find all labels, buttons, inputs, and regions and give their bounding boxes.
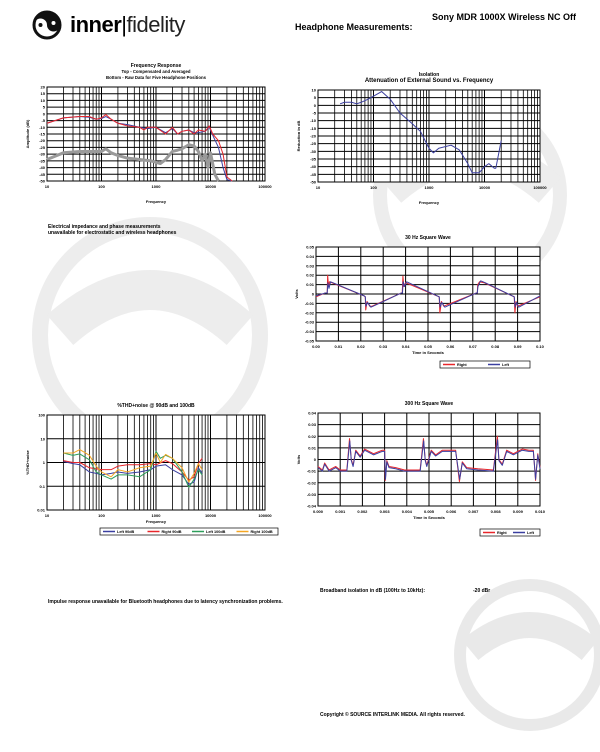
x-tick-label: 0.00 [312,344,320,349]
chart-title: Bottom - Raw Data for Five Headphone Positions [105,75,207,80]
y-axis-label: %THD+noise [25,450,30,475]
x-tick-label: 0.09 [513,344,522,349]
chart-sq300 [296,401,546,536]
y-tick-label: 0.02 [308,433,316,439]
x-tick-label: 0.04 [401,344,410,349]
x-tick-label: 100000 [258,513,272,518]
chart-legend [440,361,530,368]
y-tick-label: 0.01 [37,507,45,513]
headphone-model: Sony MDR 1000X Wireless NC Off [432,12,576,22]
x-tick-label: 0.007 [468,509,479,514]
y-tick-label: -0.05 [304,338,314,344]
x-tick-label: 0.06 [446,344,455,349]
y-tick-label: -30 [310,148,316,154]
y-tick-label: 100 [38,412,45,418]
x-tick-label: 0.05 [424,344,432,349]
y-tick-label: -25 [39,144,45,150]
x-tick-label: 10000 [204,184,217,189]
x-tick-label: 0.005 [423,509,435,514]
y-tick-label: -5 [41,118,45,124]
y-tick-label: -35 [310,156,316,162]
x-tick-label: 1000 [151,513,161,518]
y-tick-label: -0.03 [306,491,316,497]
x-axis-label: Time in Seconds [413,515,445,520]
y-tick-label: -40 [310,164,316,170]
x-tick-label: 0.000 [312,509,324,514]
chart-legend [480,529,540,536]
y-tick-label: -0.02 [306,480,316,486]
x-tick-label: 0.001 [335,509,346,514]
y-tick-label: -50 [310,179,316,185]
impedance-note-line: Electrical impedance and phase measurements [48,224,161,230]
brand-thin: fidelity [126,12,185,37]
y-tick-label: 1 [42,460,45,465]
x-tick-label: 1000 [424,185,434,190]
y-tick-label: 0.04 [308,410,316,416]
x-tick-label: 10 [44,513,50,518]
x-tick-label: 100 [370,185,377,190]
y-tick-label: -15 [39,131,45,137]
y-tick-label: 0.02 [306,272,314,278]
chart-iso [296,72,547,205]
chart-fr [25,63,272,204]
y-tick-label: 0.05 [306,244,314,250]
x-axis-label: Frequency [145,199,167,204]
y-tick-label: 5 [313,95,316,101]
y-tick-label: -10 [39,124,45,130]
y-axis-label: Amplitude (dB) [25,119,30,149]
y-tick-label: -0.01 [306,468,316,474]
y-tick-label: 0.01 [308,445,316,451]
y-tick-label: 5 [42,104,45,110]
x-tick-label: 10000 [478,185,491,190]
y-tick-label: -0.04 [304,329,314,335]
chart-title: %THD+noise @ 90dB and 100dB [117,403,195,409]
x-tick-label: 0.003 [379,509,390,514]
x-tick-label: 0.010 [534,509,546,514]
legend-label: Right [457,363,467,367]
y-tick-label: -10 [310,118,316,124]
chart-title: Isolation [418,72,440,78]
chart-title: Frequency Response [130,63,182,69]
x-tick-label: 0.004 [401,509,412,514]
isolation-value: -20 dBr [473,588,491,594]
chart-thd [25,403,278,535]
y-tick-label: 10 [40,97,45,103]
chart-title: 30 Hz Square Wave [405,235,451,241]
impulse-note: Impulse response unavailable for Bluetooth headphones due to latency synchronization problems. [48,599,283,605]
chart-title: 300 Hz Square Wave [404,401,454,407]
y-tick-label: -50 [39,178,45,184]
isolation-label: Broadband isolation in dB (100Hz to 10kHz): [320,588,426,594]
y-tick-label: 10 [311,87,316,93]
chart-title: Top - Compensated and Averaged [121,69,191,74]
x-tick-label: 100000 [258,184,272,189]
legend-label: Left 90dB [117,530,135,534]
y-axis-label: Reduction in dB [296,120,301,152]
x-tick-label: 10 [44,184,50,189]
x-tick-label: 0.01 [334,344,343,349]
x-axis-label: Frequency [418,200,440,205]
y-axis-label: Volts [296,454,301,465]
legend-label: Left [502,363,509,367]
x-tick-label: 0.03 [379,344,388,349]
y-tick-label: -0.02 [304,310,314,316]
x-tick-label: 10000 [204,513,217,518]
chart-legend [100,528,278,535]
copyright: Copyright © SOURCE INTERLINK MEDIA. All rights reserved. [320,712,465,718]
y-tick-label: -40 [39,165,45,171]
y-tick-label: 10 [40,436,45,442]
impedance-note-line: unavailable for electrostatic and wireless headphones [48,230,177,236]
x-tick-label: 0.009 [512,509,523,514]
x-tick-label: 0.002 [357,509,368,514]
brand-bold: inner [70,12,122,37]
header-label: Headphone Measurements: [295,22,413,32]
x-tick-label: 10 [315,185,321,190]
x-axis-label: Time in Seconds [412,350,444,355]
y-tick-label: -30 [39,151,45,157]
x-tick-label: 0.10 [536,344,544,349]
chart-sq30 [294,235,545,368]
y-tick-label: 0.03 [308,422,316,428]
y-tick-label: -15 [310,125,316,131]
brand-divider: | [121,12,127,37]
legend-label: Left 100dB [206,530,226,534]
legend-label: Left [527,531,534,535]
y-tick-label: 0 [42,111,45,117]
y-tick-label: -5 [312,110,316,116]
y-tick-label: 20 [40,84,45,90]
x-tick-label: 0.07 [468,344,477,349]
y-tick-label: -20 [39,138,45,144]
x-tick-label: 0.006 [446,509,457,514]
y-tick-label: -0.01 [304,300,314,306]
x-axis-label: Frequency [145,519,167,524]
y-tick-label: 0 [313,102,316,108]
x-tick-label: 100000 [533,185,547,190]
legend-label: Right 90dB [161,530,182,534]
chart-title: Attenuation of External Sound vs. Frequency [364,78,494,84]
y-tick-label: -45 [39,171,45,177]
y-axis-label: Volts [294,289,299,299]
y-tick-label: -45 [310,171,316,177]
x-tick-label: 100 [98,513,105,518]
y-tick-label: 0 [313,457,316,462]
y-tick-label: 0.01 [306,282,314,288]
x-tick-label: 0.008 [490,509,501,514]
legend-label: Right 100dB [250,530,273,534]
y-tick-label: 15 [40,91,45,97]
x-tick-label: 100 [98,184,105,189]
x-tick-label: 0.08 [491,344,500,349]
y-tick-label: -20 [310,133,316,139]
y-tick-label: -0.03 [304,319,314,325]
y-tick-label: -0.04 [306,503,316,509]
y-tick-label: -25 [310,141,316,147]
legend-label: Right [497,531,507,535]
y-tick-label: 0.03 [306,263,314,269]
y-tick-label: -35 [39,158,45,164]
x-tick-label: 0.02 [356,344,365,349]
y-tick-label: 0.04 [306,253,314,259]
x-tick-label: 1000 [151,184,161,189]
y-tick-label: 0 [311,291,314,297]
y-tick-label: 0.1 [39,483,45,489]
